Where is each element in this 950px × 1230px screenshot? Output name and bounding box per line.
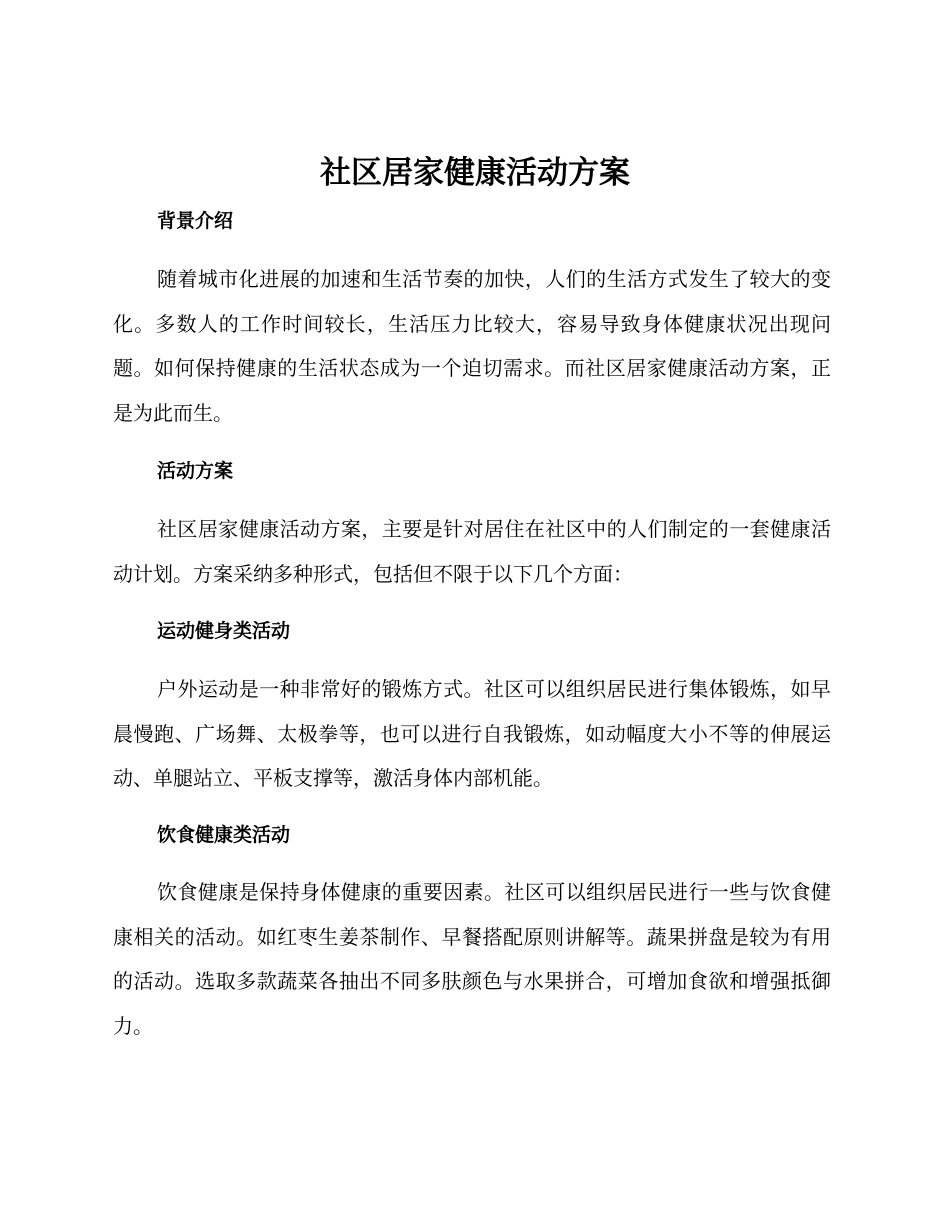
section-heading-background: 背景介绍	[157, 210, 234, 232]
section-paragraph-background: 随着城市化进展的加速和生活节奏的加快，人们的生活方式发生了较大的变化。多数人的工作时间较长，生活压力比较大，容易导致身体健康状况出现问题。如何保持健康的生活状态成为一个迫切需求。而社区居家健康活动方案，正是为此而生。	[113, 267, 831, 425]
section-paragraph-diet: 饮食健康是保持身体健康的重要因素。社区可以组织居民进行一些与饮食健康相关的活动。如红枣生姜茶制作、早餐搭配原则讲解等。蔬果拼盘是较为有用的活动。选取多款蔬菜各抽出不同多肤颜色与水果拼合，可增加食欲和增强抵御力。	[113, 880, 831, 1038]
section-paragraph-plan: 社区居家健康活动方案，主要是针对居住在社区中的人们制定的一套健康活动计划。方案采纳多种形式，包括但不限于以下几个方面：	[113, 517, 831, 586]
section-heading-exercise: 运动健身类活动	[157, 620, 291, 642]
section-heading-diet: 饮食健康类活动	[157, 824, 291, 846]
section-paragraph-exercise: 户外运动是一种非常好的锻炼方式。社区可以组织居民进行集体锻炼，如早晨慢跑、广场舞、太极拳等，也可以进行自我锻炼，如动幅度大小不等的伸展运动、单腿站立、平板支撑等，激活身体内部机能。	[113, 677, 831, 791]
document-title: 社区居家健康活动方案	[320, 155, 630, 191]
section-heading-plan: 活动方案	[157, 460, 234, 482]
